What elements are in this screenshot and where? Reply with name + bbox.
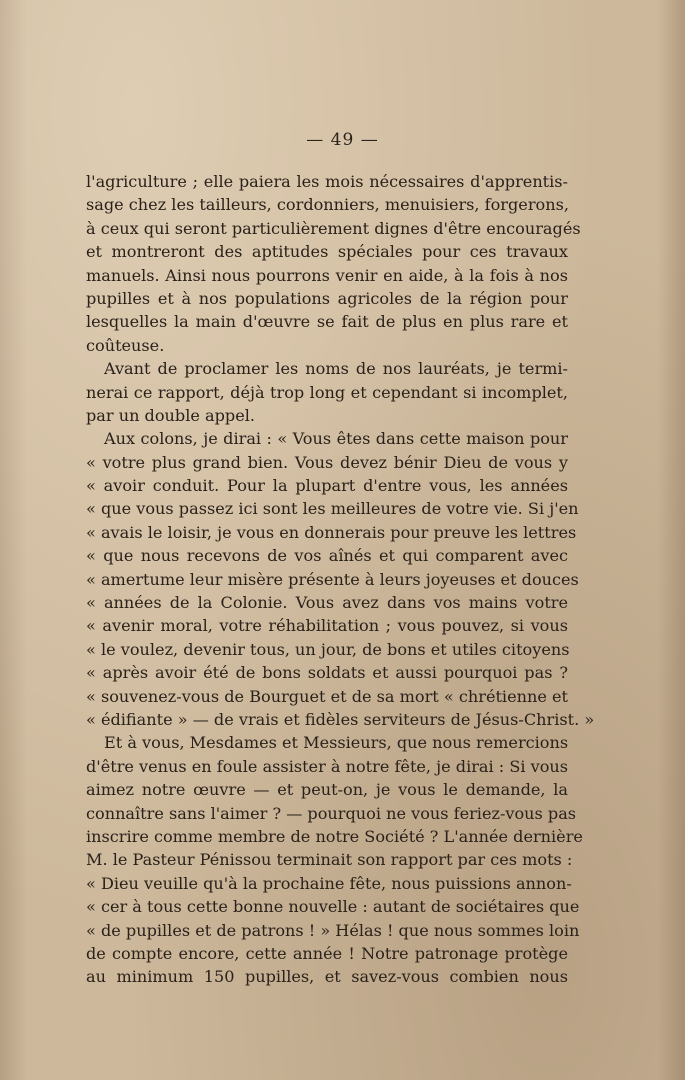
text-line: inscrire comme membre de notre Société ? L'année dernière [86, 826, 583, 846]
text-line: d'être venus en foule assister à notre fête, je dirai : Si vous [86, 756, 569, 776]
text-line: « votre plus grand bien. Vous devez bénir Dieu de vous y [86, 452, 568, 472]
text-line: « que vous passez ici sont les meilleures de votre vie. Si j'en [86, 499, 579, 519]
text-line: connaître sans l'aimer ? — pourquoi ne vous feriez-vous pas [86, 803, 577, 823]
text-line: « avenir moral, votre réhabilitation ; vous pouvez, si vous [86, 616, 568, 636]
text-line: « Dieu veuille qu'à la prochaine fête, nous puissions annon- [86, 873, 572, 893]
text-line: « après avoir été de bons soldats et aussi pourquoi pas ? [86, 663, 568, 683]
text-line: l'agriculture ; elle paiera les mois nécessaires d'apprentis- [86, 172, 568, 191]
text-line: « années de la Colonie. Vous avez dans vos mains votre [86, 593, 568, 613]
text-line: pupilles et à nos populations agricoles de la région pour [86, 288, 568, 308]
text-line: nerai ce rapport, déjà trop long et cependant si incomplet, [86, 382, 568, 402]
text-line: « édifiante » — de vrais et fidèles serviteurs de Jésus-Christ. » [86, 709, 595, 729]
text-line: Avant de proclamer les noms de nos lauréats, je termi- [104, 359, 568, 379]
text-line: « le voulez, devenir tous, un jour, de bons et utiles citoyens [86, 639, 570, 659]
text-line: par un double appel. [86, 405, 255, 425]
text-line: « cer à tous cette bonne nouvelle : autant de sociétaires que [86, 897, 580, 917]
text-line: « avoir conduit. Pour la plupart d'entre vous, les années [86, 476, 568, 496]
text-line: manuels. Ainsi nous pourrons venir en aide, à la fois à nos [86, 265, 568, 285]
text-line: à ceux qui seront particulièrement dignes d'être encouragés [86, 218, 581, 238]
page-number: — 49 — [306, 130, 379, 150]
text-line: « souvenez-vous de Bourguet et de sa mort « chrétienne et [86, 686, 568, 706]
text-line: au minimum 150 pupilles, et savez-vous combien nous [86, 967, 568, 987]
text-line: lesquelles la main d'œuvre se fait de plus en plus rare et [86, 312, 568, 332]
text-line: sage chez les tailleurs, cordonniers, menuisiers, forgerons, [86, 195, 569, 215]
text-line: « de pupilles et de patrons ! » Hélas ! que nous sommes loin [86, 920, 580, 940]
text-line: M. le Pasteur Pénissou terminait son rapport par ces mots : [86, 850, 573, 870]
text-line: « avais le loisir, je vous en donnerais pour preuve les lettres [86, 522, 577, 542]
text-line: Et à vous, Mesdames et Messieurs, que nous remercions [104, 733, 569, 753]
text-line: Aux colons, je dirai : « Vous êtes dans cette maison pour [104, 429, 568, 449]
text-line: de compte encore, cette année ! Notre patronage protège [86, 943, 568, 963]
text-line: « que nous recevons de vos aînés et qui comparent avec [86, 546, 568, 566]
text-line: et montreront des aptitudes spéciales pour ces travaux [86, 242, 568, 262]
text-line: « amertume leur misère présente à leurs joyeuses et douces [86, 569, 579, 589]
body-text [86, 170, 595, 989]
text-line: coûteuse. [86, 335, 165, 355]
text-line: aimez notre œuvre — et peut-on, je vous le demande, la [86, 780, 568, 800]
